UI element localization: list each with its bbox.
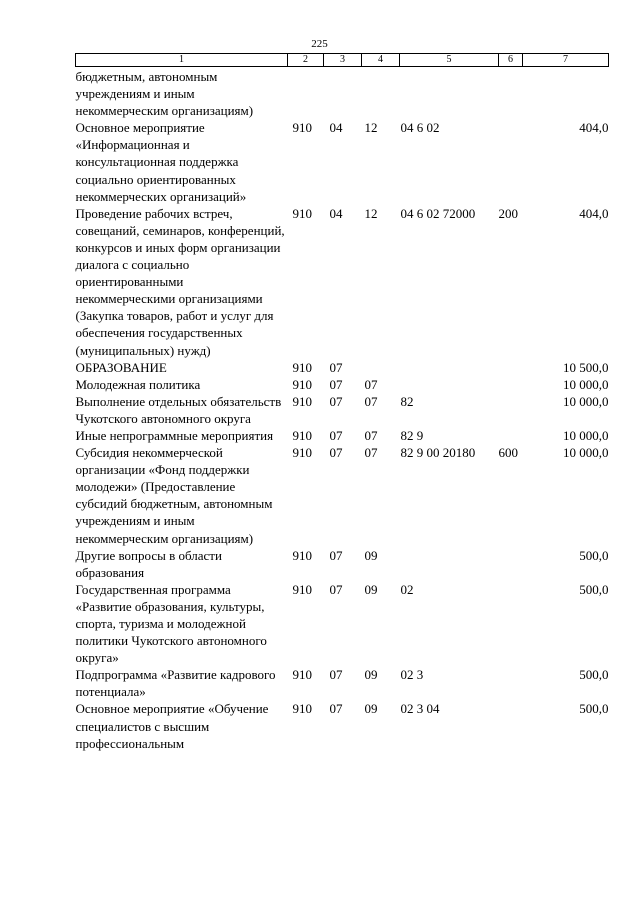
row-target-article-cell [400, 359, 499, 376]
row-name-cell: Проведение рабочих встреч, совещаний, семинаров, конференций, конкурсов и иных форм организации диалога с социально ориентированными некоммерческими организациями (Закупка товаров, работ и услуг для обеспечения государственных (муниципальных) нужд) [75, 205, 285, 358]
column-header-subsection: 4 [362, 54, 400, 67]
budget-table [75, 53, 609, 752]
row-target-article-cell [400, 376, 499, 393]
row-amount-cell: 500,0 [579, 667, 609, 683]
row-target-article-cell: 04 6 02 72000 [400, 205, 476, 221]
row-grbs-cell: 910 [292, 427, 312, 443]
column-header-target-article: 5 [400, 54, 499, 67]
table-row [76, 581, 609, 666]
row-amount-cell: 10 000,0 [563, 445, 609, 461]
column-header-section: 3 [324, 54, 362, 67]
row-section-cell: 07 [329, 547, 343, 563]
row-subsection-cell: 12 [364, 120, 378, 136]
row-section-cell: 07 [329, 393, 343, 409]
row-subsection-cell: 09 [364, 547, 378, 563]
row-subsection-cell: 09 [364, 701, 378, 717]
row-grbs-cell: 910 [292, 701, 312, 717]
row-section-cell: 07 [329, 445, 343, 461]
row-section-cell: 04 [329, 120, 343, 136]
table-row [76, 376, 609, 393]
row-amount-cell: 404,0 [579, 205, 609, 221]
row-amount-cell: 500,0 [579, 547, 609, 563]
row-section-cell: 07 [329, 581, 343, 597]
row-section-cell: 07 [329, 427, 343, 443]
column-header-expense-type: 6 [499, 54, 523, 67]
row-expense-type-cell [499, 547, 523, 581]
row-subsection-cell: 09 [364, 581, 378, 597]
row-expense-type-cell: 600 [498, 445, 518, 461]
table-row [76, 205, 609, 359]
row-name-cell: бюджетным, автономным учреждениям и иным некоммерческим организациям) [75, 69, 254, 119]
row-expense-type-cell [499, 119, 523, 204]
row-expense-type-cell [499, 376, 523, 393]
row-amount-cell: 10 500,0 [563, 359, 609, 375]
row-amount-cell: 10 000,0 [563, 393, 609, 409]
table-header-row [76, 54, 609, 67]
row-expense-type-cell [499, 359, 523, 376]
row-subsection-cell [362, 67, 400, 120]
table-row [76, 67, 609, 120]
column-header-name: 1 [76, 54, 288, 67]
row-subsection-cell: 07 [364, 376, 378, 392]
row-subsection-cell: 09 [364, 667, 378, 683]
row-section-cell [324, 67, 362, 120]
row-name-cell: Выполнение отдельных обязательств Чукотского автономного округа [75, 393, 282, 426]
row-section-cell: 04 [329, 205, 343, 221]
row-amount-cell [523, 67, 609, 120]
page-number: 225 [311, 38, 328, 50]
column-header-amount: 7 [523, 54, 609, 67]
row-grbs-cell: 910 [292, 376, 312, 392]
table-row [76, 393, 609, 427]
row-name-cell: Субсидия некоммерческой организации «Фонд поддержки молодежи» (Предоставление субсидий бюджетным, автономным учреждениям и иным некоммерческим организациям) [75, 445, 273, 546]
row-target-article-cell [400, 547, 499, 581]
row-target-article-cell: 02 3 04 [400, 701, 440, 717]
table-body [76, 67, 609, 752]
row-amount-cell: 10 000,0 [563, 376, 609, 392]
row-name-cell: Другие вопросы в области образования [75, 547, 222, 580]
row-grbs-cell [288, 67, 324, 120]
row-subsection-cell: 07 [364, 393, 378, 409]
row-expense-type-cell [499, 581, 523, 666]
row-grbs-cell: 910 [292, 581, 312, 597]
row-target-article-cell: 82 9 [400, 427, 424, 443]
row-expense-type-cell [499, 700, 523, 751]
row-name-cell: Основное мероприятие «Информационная и консультационная поддержка социально ориентированных некоммерческих организаций» [75, 120, 247, 204]
row-subsection-cell: 12 [364, 205, 378, 221]
row-target-article-cell [400, 67, 499, 120]
row-expense-type-cell: 200 [498, 205, 518, 221]
table-row [76, 444, 609, 547]
row-grbs-cell: 910 [292, 667, 312, 683]
row-section-cell: 07 [329, 376, 343, 392]
table-row [76, 666, 609, 700]
row-expense-type-cell [499, 393, 523, 427]
row-name-cell: Основное мероприятие «Обучение специалистов с высшим профессиональным [75, 701, 269, 751]
row-name-cell: ОБРАЗОВАНИЕ [75, 359, 167, 375]
row-name-cell: Государственная программа «Развитие образования, культуры, спорта, туризма и молодежной политики Чукотского автономного округа» [75, 581, 267, 666]
table-row [76, 119, 609, 204]
table-row [76, 547, 609, 581]
row-expense-type-cell [499, 666, 523, 700]
row-amount-cell: 500,0 [579, 581, 609, 597]
row-target-article-cell: 04 6 02 [400, 120, 440, 136]
row-section-cell: 07 [329, 701, 343, 717]
row-expense-type-cell [499, 427, 523, 444]
row-section-cell: 07 [329, 667, 343, 683]
row-target-article-cell: 82 9 00 20180 [400, 445, 476, 461]
row-section-cell: 07 [329, 359, 343, 375]
row-name-cell: Подпрограмма «Развитие кадрового потенциала» [75, 667, 276, 700]
row-grbs-cell: 910 [292, 205, 312, 221]
row-grbs-cell: 910 [292, 120, 312, 136]
table-row [76, 427, 609, 444]
row-target-article-cell: 82 [400, 393, 414, 409]
column-header-grbs: 2 [288, 54, 324, 67]
table-row [76, 700, 609, 751]
row-subsection-cell: 07 [364, 427, 378, 443]
row-expense-type-cell [499, 67, 523, 120]
row-name-cell: Молодежная политика [75, 376, 201, 392]
row-grbs-cell: 910 [292, 359, 312, 375]
row-target-article-cell: 02 3 [400, 667, 424, 683]
row-amount-cell: 10 000,0 [563, 427, 609, 443]
row-subsection-cell [362, 359, 400, 376]
table-row [76, 359, 609, 376]
row-amount-cell: 404,0 [579, 120, 609, 136]
row-grbs-cell: 910 [292, 547, 312, 563]
row-subsection-cell: 07 [364, 445, 378, 461]
row-grbs-cell: 910 [292, 445, 312, 461]
row-grbs-cell: 910 [292, 393, 312, 409]
row-target-article-cell: 02 [400, 581, 414, 597]
row-amount-cell: 500,0 [579, 701, 609, 717]
row-name-cell: Иные непрограммные мероприятия [75, 427, 274, 443]
